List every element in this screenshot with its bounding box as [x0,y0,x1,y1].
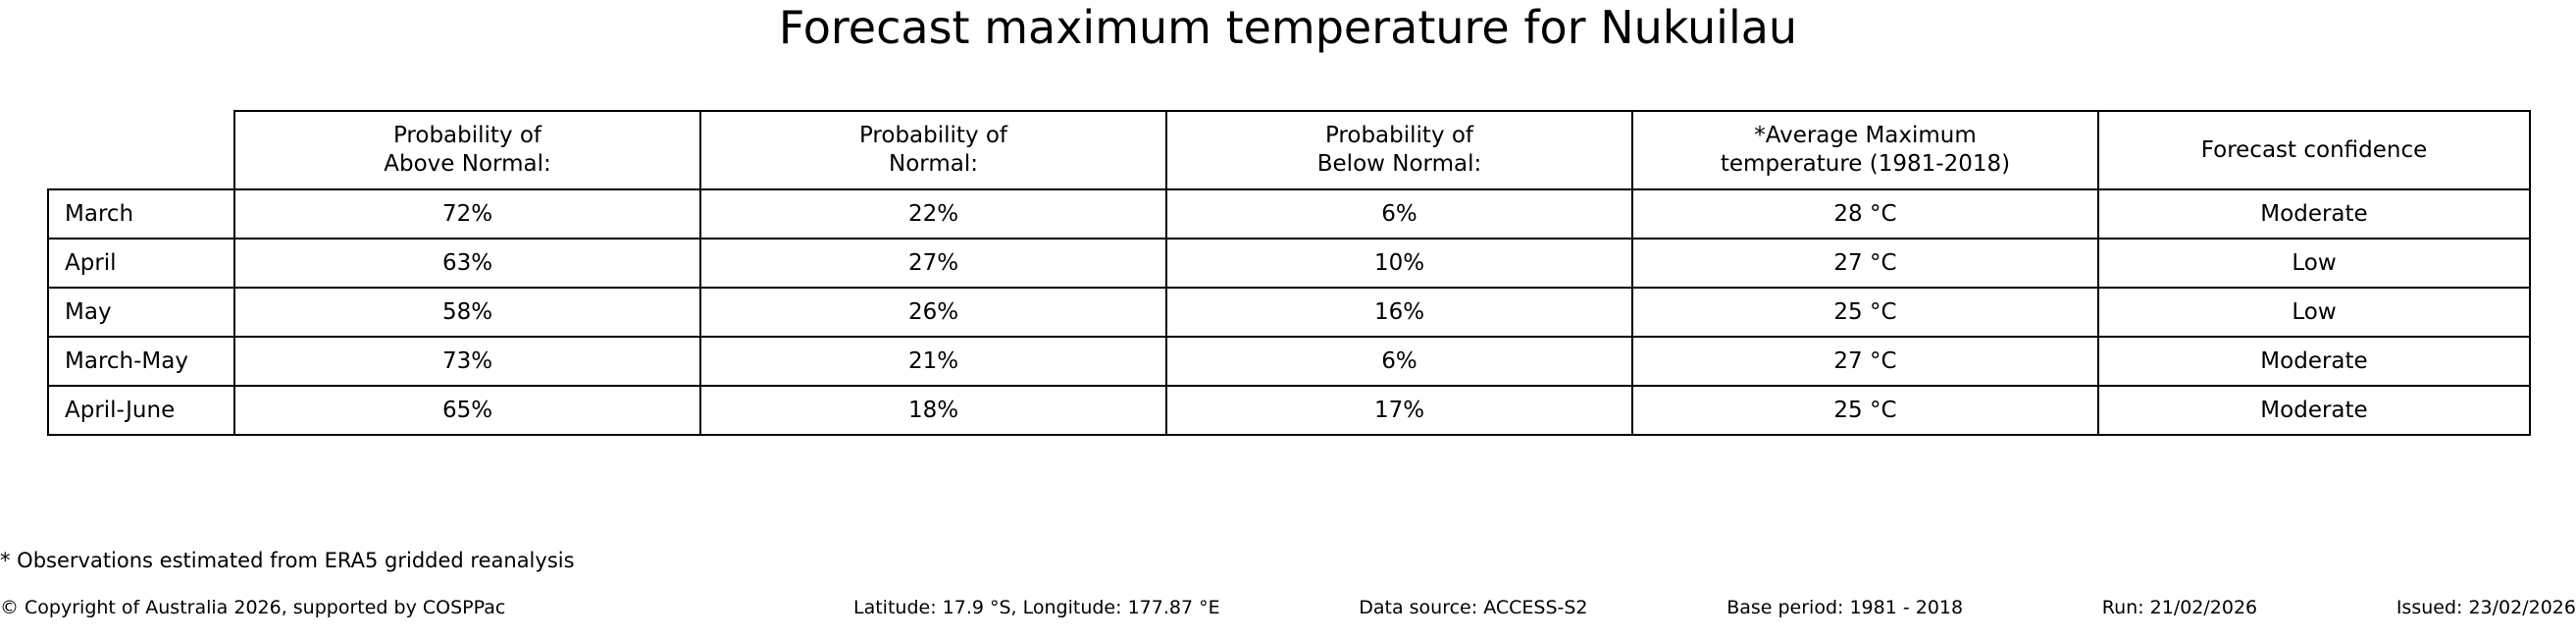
cell-may-below-normal: 16% [1166,288,1632,337]
table-row [48,386,2530,435]
footer [0,595,2576,628]
cell-march-normal: 22% [700,189,1166,239]
cell-march-above-normal: 72% [234,189,700,239]
row-label-april-june: April-June [48,386,234,435]
cell-march-may-above-normal: 73% [234,337,700,386]
cell-april-average-max-temp: 27 °C [1632,239,2098,288]
footnote: * Observations estimated from ERA5 gridded reanalysis [0,549,575,572]
table-row [48,288,2530,337]
cell-march-may-confidence: Moderate [2098,337,2530,386]
cell-march-may-below-normal: 6% [1166,337,1632,386]
column-header-above-normal [234,111,700,189]
column-header-normal-line1: Probability of [858,123,1008,148]
column-header-average-max-temp-line1: *Average Maximum [1754,123,1977,148]
cell-april-above-normal: 63% [234,239,700,288]
footer-issued-date: Issued: 23/02/2026 [2396,597,2576,618]
page-title: Forecast maximum temperature for Nukuilau [778,1,1798,54]
footer-location: Latitude: 17.9 °S, Longitude: 177.87 °E [853,597,1220,618]
column-header-normal-line2: Normal: [889,151,978,177]
cell-april-june-below-normal: 17% [1166,386,1632,435]
column-header-below-normal [1166,111,1632,189]
table-row [48,189,2530,239]
table-header [48,111,2530,189]
column-header-forecast-confidence [2098,111,2530,189]
copyright-text: © Copyright of Australia 2026, supported by COSPPac [0,597,506,618]
cell-may-above-normal: 58% [234,288,700,337]
cell-march-may-average-max-temp: 27 °C [1632,337,2098,386]
cell-march-confidence: Moderate [2098,189,2530,239]
footer-data-source: Data source: ACCESS-S2 [1359,597,1588,618]
cell-april-june-normal: 18% [700,386,1166,435]
cell-april-confidence: Low [2098,239,2530,288]
cell-march-may-normal: 21% [700,337,1166,386]
column-header-average-max-temp-line2: temperature (1981-2018) [1720,151,2011,177]
column-header-average-max-temp [1632,111,2098,189]
cell-april-below-normal: 10% [1166,239,1632,288]
cell-april-normal: 27% [700,239,1166,288]
table-corner-cell [48,111,234,189]
cell-may-normal: 26% [700,288,1166,337]
footer-metadata [853,595,2576,620]
column-header-forecast-confidence-line1: Forecast confidence [2200,136,2428,163]
row-label-may: May [48,288,234,337]
footer-base-period: Base period: 1981 - 2018 [1726,597,1964,618]
cell-april-june-confidence: Moderate [2098,386,2530,435]
column-header-below-normal-line2: Below Normal: [1316,151,1482,177]
table-header-row [48,111,2530,189]
column-header-below-normal-line1: Probability of [1324,123,1474,148]
column-header-above-normal-line2: Above Normal: [384,151,551,177]
cell-may-average-max-temp: 25 °C [1632,288,2098,337]
column-header-normal [700,111,1166,189]
footer-run-date: Run: 21/02/2026 [2101,597,2258,618]
cell-april-june-above-normal: 65% [234,386,700,435]
cell-may-confidence: Low [2098,288,2530,337]
cell-march-below-normal: 6% [1166,189,1632,239]
forecast-table-container [47,110,2529,436]
forecast-table [47,110,2531,436]
cell-april-june-average-max-temp: 25 °C [1632,386,2098,435]
row-label-march: March [48,189,234,239]
column-header-above-normal-line1: Probability of [392,123,542,148]
cell-march-average-max-temp: 28 °C [1632,189,2098,239]
row-label-march-may: March-May [48,337,234,386]
table-body [48,189,2530,435]
table-row [48,337,2530,386]
row-label-april: April [48,239,234,288]
table-row [48,239,2530,288]
